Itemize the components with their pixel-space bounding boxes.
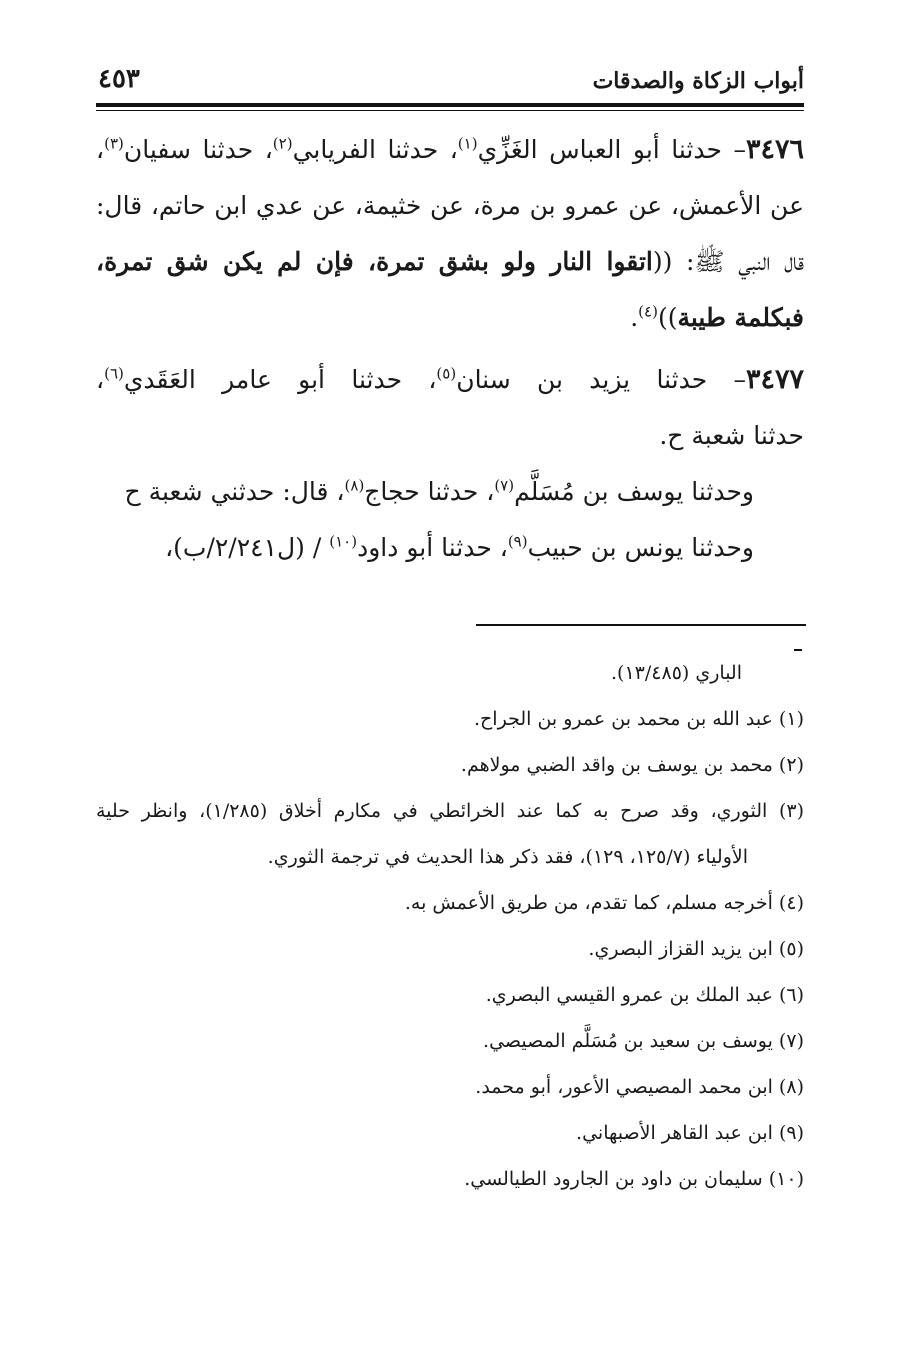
footnote-10: (١٠) سليمان بن داود بن الجارود الطيالسي. <box>464 1168 804 1190</box>
hadith-3476-line-4: فبكلمة طيبة))$^{(٤)}$. <box>630 302 804 332</box>
footnote-7: (٧) يوسف بن سعيد بن مُسَلَّم المصيصي. <box>483 1030 804 1052</box>
footnote-carryover: الباري (١٣/٤٨٥). <box>611 662 742 684</box>
footnote-ref-6[interactable]: (٦) <box>104 364 124 383</box>
footnote-5: (٥) ابن يزيد القزاز البصري. <box>588 938 804 960</box>
footnote-ref-9[interactable]: (٩) <box>507 532 528 551</box>
footnote-ref-4[interactable]: (٤) <box>638 302 658 321</box>
footnote-ref-10[interactable]: (١٠) <box>329 532 358 551</box>
hadith-3477-line-4: وحدثنا يونس بن حبيب$^{(٩)}$، حدثنا أبو داود$^{(١٠)}$ / (ل٢/٢٤١/ب)، <box>165 532 754 562</box>
footnotes <box>96 650 804 1202</box>
footnote-ref-2[interactable]: (٢) <box>272 134 293 153</box>
footnote-ref-7[interactable]: (٧) <box>494 476 515 495</box>
footnote-4: (٤) أخرجه مسلم، كما تقدم، من طريق الأعمش به. <box>404 892 804 914</box>
footnote-6: (٦) عبد الملك بن عمرو القيسي البصري. <box>485 984 804 1006</box>
footnote-3: (٣) الثوري، وقد صرح به كما عند الخرائطي في مكارم أخلاق (١/٢٨٥)، وانظر حلية <box>96 800 804 822</box>
chapter-title: أبواب الزكاة والصدقات <box>592 68 804 94</box>
footnote-8: (٨) ابن محمد المصيصي الأعور، أبو محمد. <box>475 1076 804 1098</box>
footnote-ref-8[interactable]: (٨) <box>344 476 365 495</box>
hadith-3477-line-2: حدثنا شعبة ح. <box>659 421 804 450</box>
header-rule-thick <box>96 103 804 107</box>
footnote-ref-3[interactable]: (٣) <box>104 134 124 153</box>
page-number: ٤٥٣ <box>98 64 140 94</box>
footnote-ref-1[interactable]: (١) <box>457 134 478 153</box>
hadith-3476-line-2: عن الأعمش، عن عمرو بن مرة، عن خثيمة، عن عدي ابن حاتم، قال: <box>96 191 804 220</box>
hadith-3477-line-3: وحدثنا يوسف بن مُسَلَّم$^{(٧)}$، حدثنا حجاج$^{(٨)}$، قال: حدثني شعبة ح <box>124 476 754 506</box>
header-rule-thin <box>96 110 804 111</box>
running-header <box>96 62 804 100</box>
hadith-3476-line-3: قال النبي ﷺ: ((اتقوا النار ولو بشق تمرة، فإن لم يكن شق تمرة، <box>96 247 804 276</box>
main-text <box>96 122 804 576</box>
hadith-3476-line-1: ٣٤٧٦– حدثنا أبو العباس الغَزِّي$^{(١)}$، حدثنا الفريابي$^{(٢)}$، حدثنا سفيان$^{(٣)}$، <box>96 134 804 165</box>
footnote-2: (٢) محمد بن يوسف بن واقد الضبي مولاهم. <box>460 754 804 776</box>
footnote-3-continued: الأولياء (١٢٥/٧، ١٢٩)، فقد ذكر هذا الحديث في ترجمة الثوري. <box>267 846 748 868</box>
footnote-ref-5[interactable]: (٥) <box>436 364 457 383</box>
footnote-1: (١) عبد الله بن محمد بن عمرو بن الجراح. <box>474 708 804 730</box>
prophetic-quote: اتقوا النار ولو بشق تمرة، فإن لم يكن شق تمرة، <box>96 247 653 276</box>
footnote-9: (٩) ابن عبد القاهر الأصبهاني. <box>576 1122 804 1144</box>
hadith-number: ٣٤٧٧ <box>745 364 804 395</box>
prophetic-quote-end: فبكلمة طيبة <box>677 303 804 332</box>
footnote-separator <box>476 624 806 626</box>
hadith-3477-line-1: ٣٤٧٧– حدثنا يزيد بن سنان$^{(٥)}$، حدثنا أبو عامر العَقَدي$^{(٦)}$، <box>96 364 804 395</box>
hadith-number: ٣٤٧٦ <box>745 134 804 165</box>
